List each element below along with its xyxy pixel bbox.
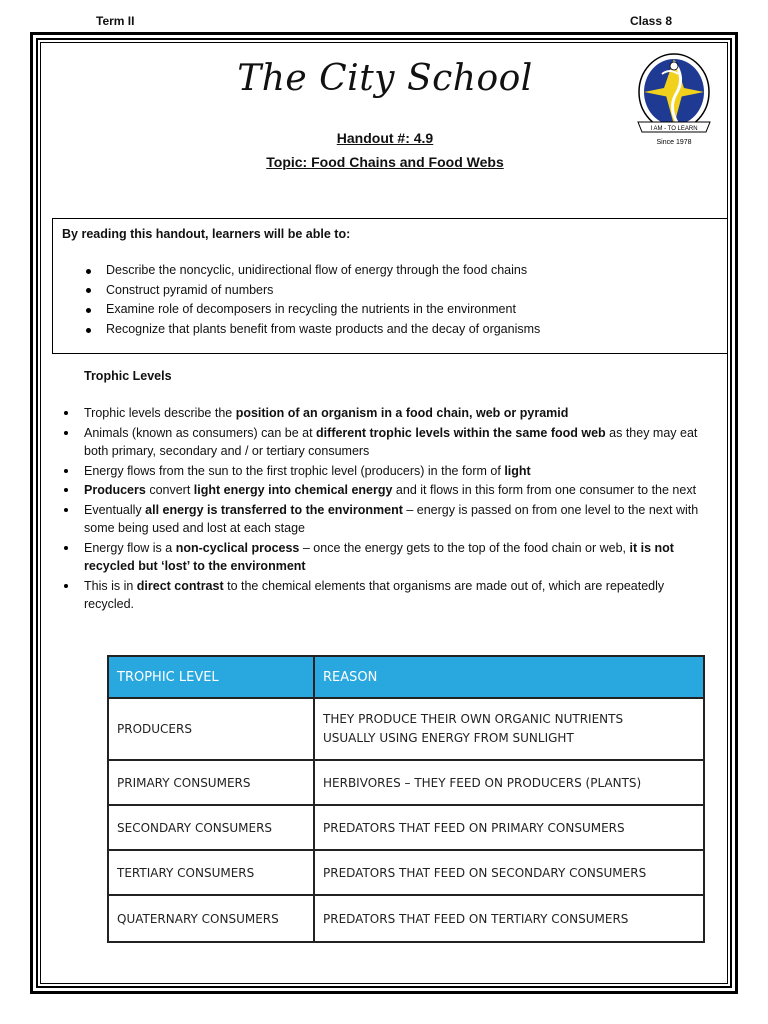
column-header-reason: REASON: [314, 656, 704, 698]
note-item: Energy flows from the sun to the first trophic level (producers) in the form of light: [62, 462, 702, 481]
objectives-intro: By reading this handout, learners will be able to:: [62, 227, 351, 241]
objectives-list: [84, 261, 540, 340]
school-logo: [634, 50, 714, 160]
table-row: [108, 760, 704, 805]
class-label: Class 8: [630, 14, 673, 28]
reason-cell: THEY PRODUCE THEIR OWN ORGANIC NUTRIENTS USUALLY USING ENERGY FROM SUNLIGHT: [314, 698, 704, 760]
objective-item: Examine role of decomposers in recycling the nutrients in the environment: [84, 300, 540, 320]
school-title: The City School: [237, 58, 533, 99]
handout-number: Handout #: 4.9: [336, 130, 434, 146]
notes-list: [62, 404, 702, 615]
reason-cell: HERBIVORES – THEY FEED ON PRODUCERS (PLANTS): [314, 760, 704, 805]
note-item: This is in direct contrast to the chemical elements that organisms are made out of, which are repeatedly recycled.: [62, 577, 702, 614]
trophic-levels-heading: Trophic Levels: [84, 369, 172, 383]
table-header-row: [108, 656, 704, 698]
table-row: [108, 805, 704, 850]
reason-cell: PREDATORS THAT FEED ON SECONDARY CONSUMERS: [314, 850, 704, 895]
table-row: [108, 895, 704, 942]
reason-cell: PREDATORS THAT FEED ON TERTIARY CONSUMERS: [314, 895, 704, 942]
note-item: Trophic levels describe the position of an organism in a food chain, web or pyramid: [62, 404, 702, 423]
logo-since: Since 1978: [656, 139, 692, 146]
handout-topic: Topic: Food Chains and Food Webs: [266, 154, 504, 170]
table-row: [108, 698, 704, 760]
level-cell: QUATERNARY CONSUMERS: [108, 895, 314, 942]
level-cell: PRODUCERS: [108, 698, 314, 760]
logo-motto: I AM - TO LEARN: [650, 126, 698, 132]
level-cell: SECONDARY CONSUMERS: [108, 805, 314, 850]
note-item: Energy flow is a non-cyclical process – once the energy gets to the top of the food chain or web, it is not recycled but ‘lost’ to the environment: [62, 539, 702, 576]
objective-item: Construct pyramid of numbers: [84, 281, 540, 301]
level-cell: PRIMARY CONSUMERS: [108, 760, 314, 805]
table-row: [108, 850, 704, 895]
note-item: Animals (known as consumers) can be at different trophic levels within the same food web as they may eat both primary, secondary and / or tertiary consumers: [62, 424, 702, 461]
note-item: Producers convert light energy into chemical energy and it flows in this form from one consumer to the next: [62, 481, 702, 500]
reason-cell: PREDATORS THAT FEED ON PRIMARY CONSUMERS: [314, 805, 704, 850]
trophic-level-table: [107, 655, 705, 943]
note-item: Eventually all energy is transferred to the environment – energy is passed on from one level to the next with some being used and lost at each stage: [62, 501, 702, 538]
objective-item: Describe the noncyclic, unidirectional flow of energy through the food chains: [84, 261, 540, 281]
level-cell: TERTIARY CONSUMERS: [108, 850, 314, 895]
term-label: Term II: [96, 14, 135, 28]
column-header-level: TROPHIC LEVEL: [108, 656, 314, 698]
objective-item: Recognize that plants benefit from waste products and the decay of organisms: [84, 320, 540, 340]
